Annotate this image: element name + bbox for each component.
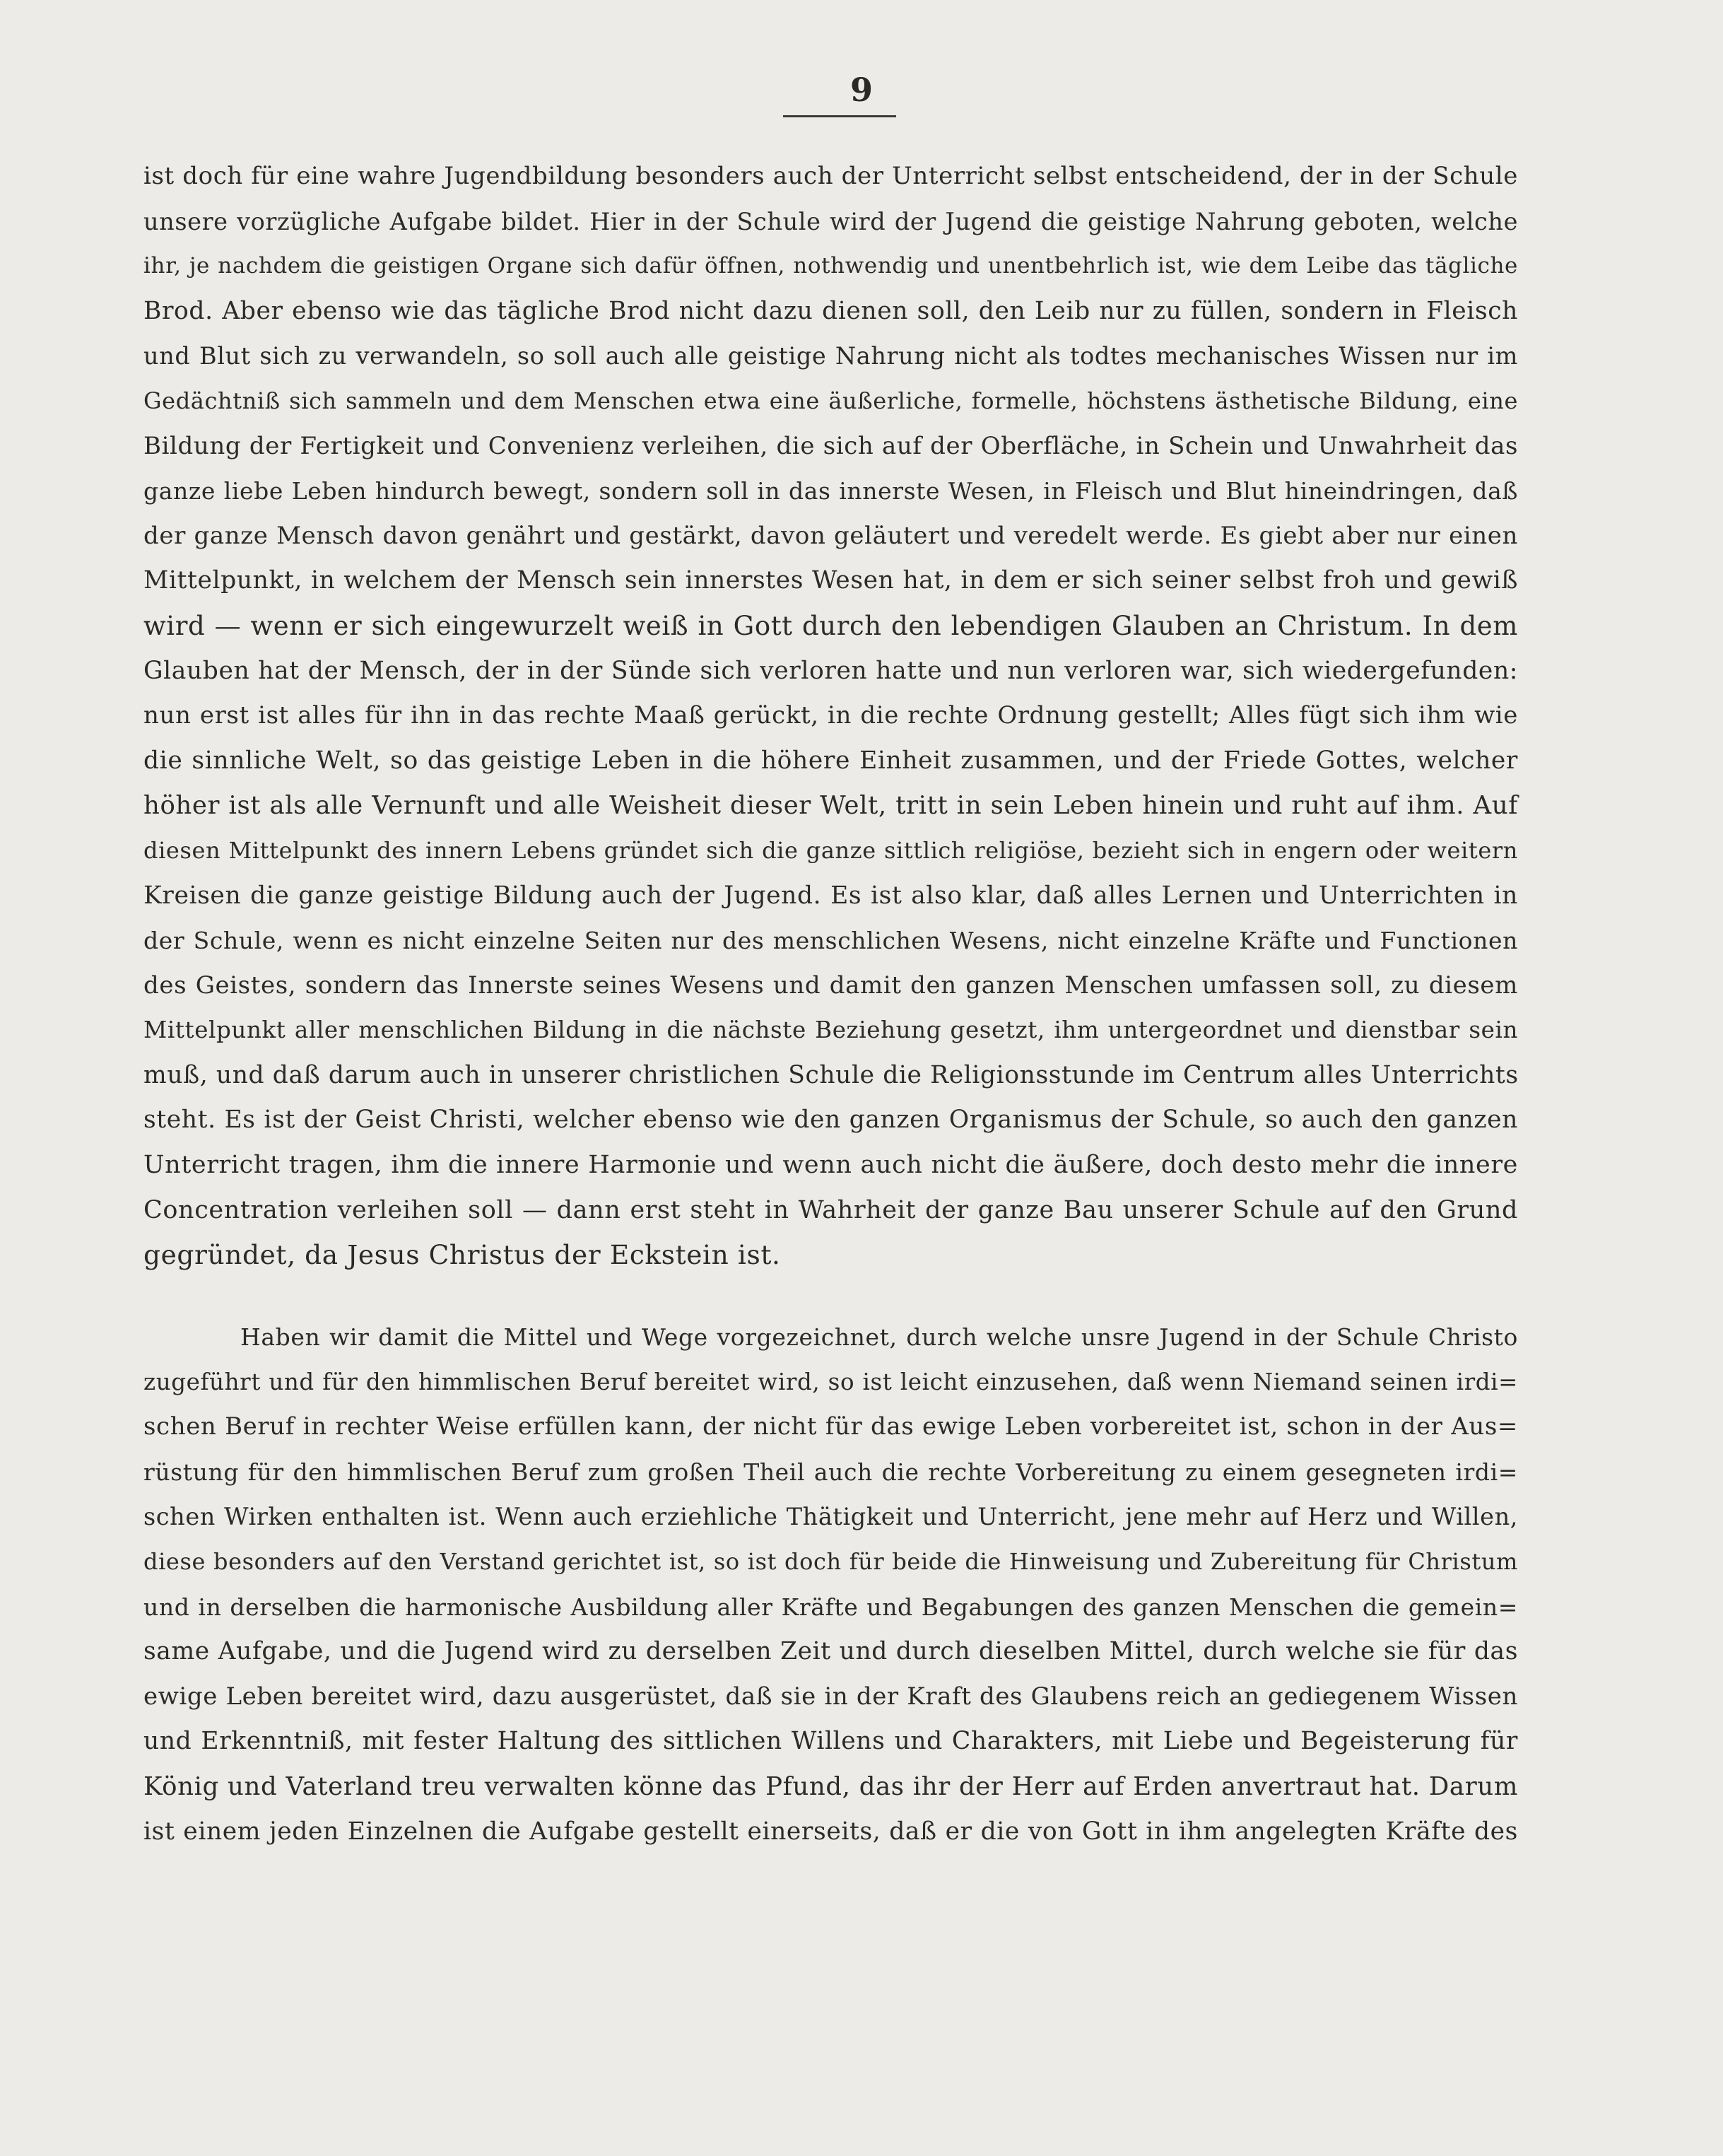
text-line: unsere vorzügliche Aufgabe bildet. Hier in der Schule wird der Jugend die geistige Nahrung geboten, welche bbox=[143, 207, 1518, 235]
text-line: diesen Mittelpunkt des innern Lebens gründet sich die ganze sittlich religiöse, bezieht sich in engern oder weitern bbox=[143, 836, 1518, 864]
text-line: und Blut sich zu verwandeln, so soll auch alle geistige Nahrung nicht als todtes mechanisches Wissen nur im bbox=[143, 342, 1518, 370]
text-line: der Schule, wenn es nicht einzelne Seiten nur des menschlichen Wesens, nicht einzelne Kräfte und Functionen bbox=[143, 927, 1518, 955]
text-line: nun erst ist alles für ihn in das rechte Maaß gerückt, in die rechte Ordnung gestellt; Alles fügt sich ihm wie bbox=[143, 701, 1518, 730]
text-line: ewige Leben bereitet wird, dazu ausgerüstet, daß sie in der Kraft des Glaubens reich an gediegenem Wissen bbox=[143, 1682, 1518, 1711]
text-line: und in derselben die harmonische Ausbildung aller Kräfte und Begabungen des ganzen Menschen die gemein= bbox=[143, 1593, 1518, 1621]
text-line: Mittelpunkt, in welchem der Mensch sein innerstes Wesen hat, in dem er sich seiner selbst froh und gewiß bbox=[143, 566, 1518, 595]
text-line: ganze liebe Leben hindurch bewegt, sondern soll in das innerste Wesen, in Fleisch und Blut hineindringen, daß bbox=[143, 477, 1518, 505]
text-line: der ganze Mensch davon genährt und gestärkt, davon geläutert und veredelt werde. Es giebt aber nur einen bbox=[143, 521, 1518, 550]
text-line: Haben wir damit die Mittel und Wege vorgezeichnet, durch welche unsre Jugend in der Schule Christo bbox=[240, 1323, 1518, 1351]
paragraph-1 bbox=[143, 154, 1518, 1278]
text-line: muß, und daß darum auch in unserer christlichen Schule die Religionsstunde im Centrum alles Unterrichts bbox=[143, 1060, 1519, 1089]
paragraph-2 bbox=[143, 1315, 1518, 1854]
text-line: Concentration verleihen soll — dann erst steht in Wahrheit der ganze Bau unserer Schule auf den Grund bbox=[143, 1195, 1518, 1224]
text-line: Bildung der Fertigkeit und Convenienz verleihen, die sich auf der Oberfläche, in Schein und Unwahrheit das bbox=[143, 431, 1518, 460]
text-line: Gedächtniß sich sammeln und dem Menschen etwa eine äußerliche, formelle, höchstens ästhetische Bildung, eine bbox=[143, 387, 1518, 414]
text-line: schen Wirken enthalten ist. Wenn auch erziehliche Thätigkeit und Unterricht, jene mehr auf Herz und Willen, bbox=[143, 1503, 1518, 1531]
text-line: schen Beruf in rechter Weise erfüllen kann, der nicht für das ewige Leben vorbereitet ist, schon in der Aus= bbox=[143, 1412, 1518, 1441]
text-line: Mittelpunkt aller menschlichen Bildung in die nächste Beziehung gesetzt, ihm untergeordnet und dienstbar sein bbox=[143, 1017, 1518, 1044]
text-line: und Erkenntniß, mit fester Haltung des sittlichen Willens und Charakters, mit Liebe und Begeisterung für bbox=[143, 1727, 1518, 1756]
text-line: Brod. Aber ebenso wie das tägliche Brod nicht dazu dienen soll, den Leib nur zu füllen, sondern in Fleisch bbox=[143, 296, 1518, 325]
text-line: ist doch für eine wahre Jugendbildung besonders auch der Unterricht selbst entscheidend, der in der Schule bbox=[143, 162, 1518, 190]
text-line: König und Vaterland treu verwalten könne das Pfund, das ihr der Herr auf Erden anvertraut hat. Darum bbox=[143, 1771, 1518, 1801]
text-line: gegründet, da Jesus Christus der Eckstein ist. bbox=[143, 1239, 781, 1271]
text-line: diese besonders auf den Verstand gerichtet ist, so ist doch für beide die Hinweisung und Zubereitung für Christum bbox=[143, 1547, 1518, 1575]
text-line: ist einem jeden Einzelnen die Aufgabe gestellt einerseits, daß er die von Gott in ihm angelegten Kräfte des bbox=[143, 1817, 1518, 1846]
text-line: ihr, je nachdem die geistigen Organe sich dafür öffnen, nothwendig und unentbehrlich ist, wie dem Leibe das tägliche bbox=[143, 253, 1518, 279]
text-line: same Aufgabe, und die Jugend wird zu derselben Zeit und durch dieselben Mittel, durch welche sie für das bbox=[143, 1637, 1518, 1666]
header-rule bbox=[783, 115, 896, 117]
text-line: steht. Es ist der Geist Christi, welcher ebenso wie den ganzen Organismus der Schule, so auch den ganzen bbox=[143, 1106, 1518, 1135]
page-number: 9 bbox=[849, 71, 873, 109]
text-line: wird — wenn er sich eingewurzelt weiß in Gott durch den lebendigen Glauben an Christum. In dem bbox=[143, 610, 1518, 641]
text-line: Glauben hat der Mensch, der in der Sünde sich verloren hatte und nun verloren war, sich wiedergefunden: bbox=[143, 656, 1518, 685]
text-line: rüstung für den himmlischen Beruf zum großen Theil auch die rechte Vorbereitung zu einem gesegneten irdi= bbox=[143, 1458, 1518, 1486]
text-line: zugeführt und für den himmlischen Beruf bereitet wird, so ist leicht einzusehen, daß wenn Niemand seinen irdi= bbox=[143, 1368, 1518, 1395]
text-line: Kreisen die ganze geistige Bildung auch der Jugend. Es ist also klar, daß alles Lernen und Unterrichten in bbox=[143, 881, 1518, 910]
text-line: die sinnliche Welt, so das geistige Leben in die höhere Einheit zusammen, und der Friede Gottes, welcher bbox=[143, 746, 1518, 775]
text-line: Unterricht tragen, ihm die innere Harmonie und wenn auch nicht die äußere, doch desto mehr die innere bbox=[143, 1151, 1518, 1180]
text-line: höher ist als alle Vernunft und alle Weisheit dieser Welt, tritt in sein Leben hinein und ruht auf ihm. Auf bbox=[143, 791, 1518, 821]
text-line: des Geistes, sondern das Innerste seines Wesens und damit den ganzen Menschen umfassen soll, zu diesem bbox=[143, 971, 1518, 1000]
